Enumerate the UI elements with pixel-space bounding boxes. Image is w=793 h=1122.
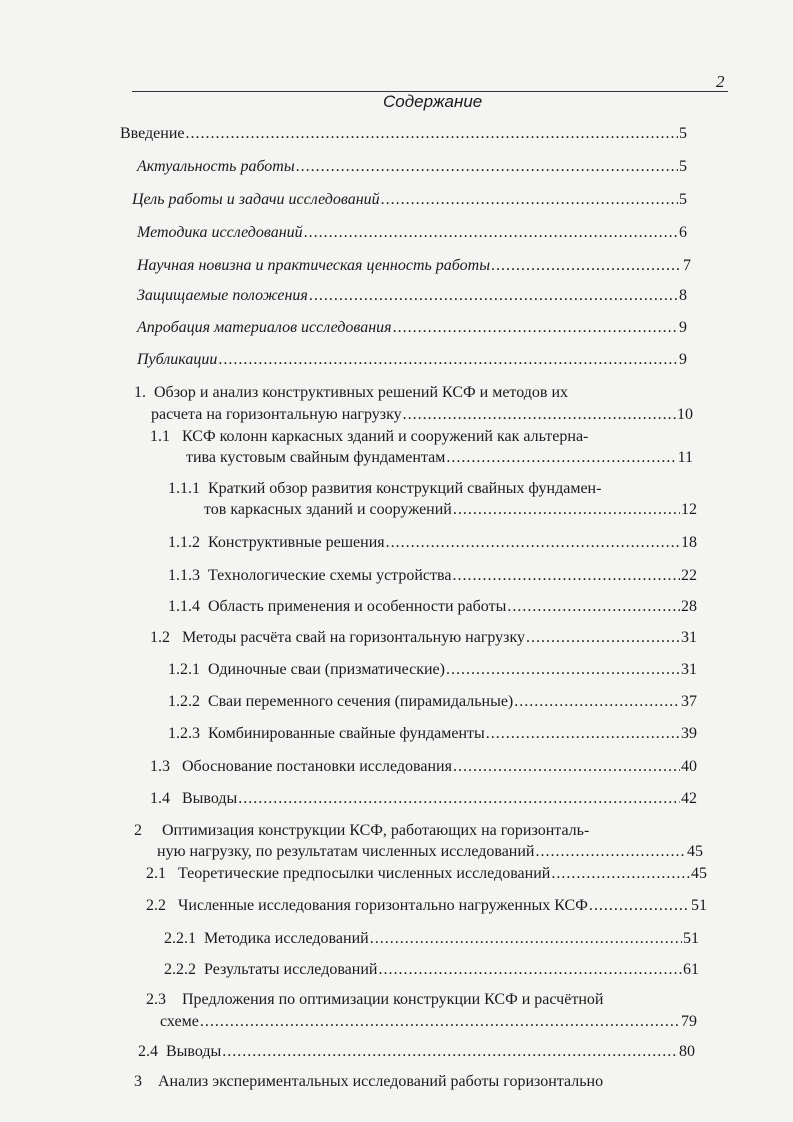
toc-number: 2.2 bbox=[146, 897, 166, 914]
toc-label: Сваи переменного сечения (пирамидальные) bbox=[208, 693, 514, 710]
toc-label: Результаты исследований bbox=[204, 961, 378, 978]
dot-leader bbox=[453, 757, 680, 777]
toc-page: 45 bbox=[687, 843, 703, 860]
toc-page: 51 bbox=[683, 930, 699, 947]
toc-label: Конструктивные решения bbox=[208, 534, 385, 551]
toc-number: 2 bbox=[134, 822, 142, 839]
dot-leader bbox=[200, 1012, 680, 1032]
toc-page: 10 bbox=[677, 406, 693, 423]
toc-entry-intro bbox=[120, 124, 687, 144]
toc-number: 1.1.3 bbox=[168, 567, 200, 584]
toc-number: 1.1.4 bbox=[168, 598, 200, 615]
toc-label: Краткий обзор развития конструкций свайных фундамен- bbox=[208, 480, 602, 497]
dot-leader bbox=[393, 318, 678, 338]
toc-section-2-3-line2 bbox=[160, 1012, 697, 1032]
toc-label: Методика исследований bbox=[137, 224, 303, 241]
toc-label: КСФ колонн каркасных зданий и сооружений как альтерна- bbox=[182, 428, 589, 445]
toc-label: Обзор и анализ конструктивных решений КСФ и методов их bbox=[154, 384, 569, 401]
toc-section-2-3-line1 bbox=[146, 990, 603, 1010]
toc-section-1-1-1-line1 bbox=[168, 479, 601, 499]
toc-number: 2.2.1 bbox=[164, 930, 196, 947]
toc-page: 79 bbox=[681, 1013, 697, 1030]
dot-leader bbox=[491, 256, 682, 276]
page-number: 2 bbox=[716, 72, 725, 91]
toc-section-1-1-2 bbox=[168, 533, 697, 553]
toc-label: Комбинированные свайные фундаменты bbox=[208, 725, 485, 742]
toc-entry-defended bbox=[137, 286, 687, 306]
toc-section-1-1-4 bbox=[168, 597, 697, 617]
toc-page: 9 bbox=[679, 319, 687, 336]
toc-page: 11 bbox=[677, 449, 693, 466]
toc-section-1-2 bbox=[150, 628, 697, 648]
toc-section-2-2-2 bbox=[164, 960, 699, 980]
toc-label: Цель работы и задачи исследований bbox=[132, 191, 380, 208]
toc-label: тива кустовым свайным фундаментам bbox=[186, 449, 446, 466]
toc-section-1-4 bbox=[150, 789, 697, 809]
dot-leader bbox=[453, 500, 680, 520]
toc-label: Предложения по оптимизации конструкции КСФ и расчётной bbox=[182, 991, 604, 1008]
toc-section-1-1-line2 bbox=[186, 448, 693, 468]
dot-leader bbox=[551, 864, 690, 884]
toc-number: 2.3 bbox=[146, 991, 166, 1008]
toc-entry-relevance bbox=[137, 157, 687, 177]
toc-number: 1.2.1 bbox=[168, 661, 200, 678]
toc-section-2-2-1 bbox=[164, 929, 699, 949]
toc-entry-publications bbox=[137, 350, 687, 370]
toc-page: 12 bbox=[681, 501, 697, 518]
toc-chapter-2-line2 bbox=[157, 842, 703, 862]
toc-page: 42 bbox=[681, 790, 697, 807]
dot-leader bbox=[304, 223, 678, 243]
toc-label: Публикации bbox=[137, 351, 218, 368]
toc-label: Теоретические предпосылки численных исследований bbox=[178, 865, 551, 882]
toc-section-1-2-1 bbox=[168, 660, 697, 680]
toc-page: 31 bbox=[681, 661, 697, 678]
toc-page: 61 bbox=[683, 961, 699, 978]
toc-entry-approbation bbox=[137, 318, 687, 338]
toc-page: 9 bbox=[679, 351, 687, 368]
toc-page: 45 bbox=[691, 865, 707, 882]
toc-page: 39 bbox=[681, 725, 697, 742]
toc-page: 5 bbox=[679, 191, 687, 208]
toc-label: Выводы bbox=[166, 1043, 222, 1060]
toc-section-2-4 bbox=[138, 1042, 695, 1062]
toc-number: 3 bbox=[134, 1073, 142, 1090]
toc-label: ную нагрузку, по результатам численных исследований bbox=[157, 843, 535, 860]
toc-label: схеме bbox=[160, 1013, 199, 1030]
toc-label: Актуальность работы bbox=[137, 158, 295, 175]
toc-section-1-2-2 bbox=[168, 692, 697, 712]
toc-chapter-2-line1 bbox=[134, 821, 589, 841]
toc-number: 1.1.2 bbox=[168, 534, 200, 551]
toc-chapter-1-line2 bbox=[151, 405, 693, 425]
toc-label: Обоснование постановки исследования bbox=[182, 758, 452, 775]
dot-leader bbox=[381, 190, 678, 210]
toc-page: 18 bbox=[681, 534, 697, 551]
toc-page: 5 bbox=[679, 125, 687, 142]
toc-number: 2.1 bbox=[146, 865, 166, 882]
toc-label: расчета на горизонтальную нагрузку bbox=[151, 406, 402, 423]
toc-label: Апробация материалов исследования bbox=[137, 319, 392, 336]
toc-chapter-3 bbox=[134, 1072, 603, 1092]
toc-label: тов каркасных зданий и сооружений bbox=[204, 501, 452, 518]
toc-section-1-2-3 bbox=[168, 724, 697, 744]
toc-label: Методика исследований bbox=[204, 930, 369, 947]
toc-page: 51 bbox=[691, 897, 707, 914]
dot-leader bbox=[238, 789, 680, 809]
toc-label: Область применения и особенности работы bbox=[208, 598, 507, 615]
toc-label: Методы расчёта свай на горизонтальную нагрузку bbox=[182, 629, 526, 646]
toc-entry-goals bbox=[132, 190, 687, 210]
toc-entry-novelty bbox=[137, 256, 691, 276]
dot-leader bbox=[309, 286, 678, 306]
toc-page: 8 bbox=[679, 287, 687, 304]
toc-number: 1.4 bbox=[150, 790, 170, 807]
toc-label: Численные исследования горизонтально нагруженных КСФ bbox=[178, 897, 588, 914]
toc-page: 22 bbox=[681, 567, 697, 584]
toc-number: 1.2.2 bbox=[168, 693, 200, 710]
toc-label: Введение bbox=[120, 125, 185, 142]
toc-section-1-1-3 bbox=[168, 566, 697, 586]
toc-label: Анализ экспериментальных исследований работы горизонтально bbox=[158, 1073, 604, 1090]
toc-entry-methods bbox=[137, 223, 687, 243]
dot-leader bbox=[403, 405, 676, 425]
dot-leader bbox=[370, 929, 682, 949]
toc-section-1-1-1-line2 bbox=[204, 500, 697, 520]
toc-page: 5 bbox=[679, 158, 687, 175]
dot-leader bbox=[186, 124, 679, 144]
dot-leader bbox=[296, 157, 678, 177]
toc-label: Научная новизна и практическая ценность работы bbox=[137, 257, 491, 274]
dot-leader bbox=[589, 896, 690, 916]
toc-number: 1.2 bbox=[150, 629, 170, 646]
toc-label: Защищаемые положения bbox=[137, 287, 308, 304]
toc-number: 1.1 bbox=[150, 428, 170, 445]
page-title: Содержание bbox=[383, 92, 483, 111]
toc-page: 37 bbox=[681, 693, 697, 710]
toc-chapter-1-line1 bbox=[134, 383, 568, 403]
toc-number: 1.1.1 bbox=[168, 480, 200, 497]
toc-number: 2.4 bbox=[138, 1043, 158, 1060]
toc-page: 6 bbox=[679, 224, 687, 241]
dot-leader bbox=[486, 724, 680, 744]
toc-section-2-2 bbox=[146, 896, 707, 916]
dot-leader bbox=[514, 692, 680, 712]
dot-leader bbox=[446, 448, 676, 468]
toc-number: 1.3 bbox=[150, 758, 170, 775]
toc-number: 1. bbox=[134, 384, 146, 401]
dot-leader bbox=[507, 597, 680, 617]
dot-leader bbox=[378, 960, 682, 980]
toc-page: 28 bbox=[681, 598, 697, 615]
toc-number: 1.2.3 bbox=[168, 725, 200, 742]
toc-number: 2.2.2 bbox=[164, 961, 196, 978]
dot-leader bbox=[386, 533, 680, 553]
toc-section-1-3 bbox=[150, 757, 697, 777]
toc-page: 40 bbox=[681, 758, 697, 775]
toc-label: Выводы bbox=[182, 790, 238, 807]
toc-label: Одиночные сваи (призматические) bbox=[208, 661, 445, 678]
dot-leader bbox=[222, 1042, 678, 1062]
dot-leader bbox=[446, 660, 680, 680]
toc-page: 7 bbox=[683, 257, 691, 274]
dot-leader bbox=[535, 842, 686, 862]
toc-label: Технологические схемы устройства bbox=[208, 567, 452, 584]
dot-leader bbox=[218, 350, 678, 370]
toc-label: Оптимизация конструкции КСФ, работающих на горизонталь- bbox=[162, 822, 590, 839]
dot-leader bbox=[452, 566, 680, 586]
toc-section-1-1-line1 bbox=[150, 427, 588, 447]
dot-leader bbox=[526, 628, 680, 648]
toc-page: 31 bbox=[681, 629, 697, 646]
toc-section-2-1 bbox=[146, 864, 707, 884]
toc-page: 80 bbox=[679, 1043, 695, 1060]
